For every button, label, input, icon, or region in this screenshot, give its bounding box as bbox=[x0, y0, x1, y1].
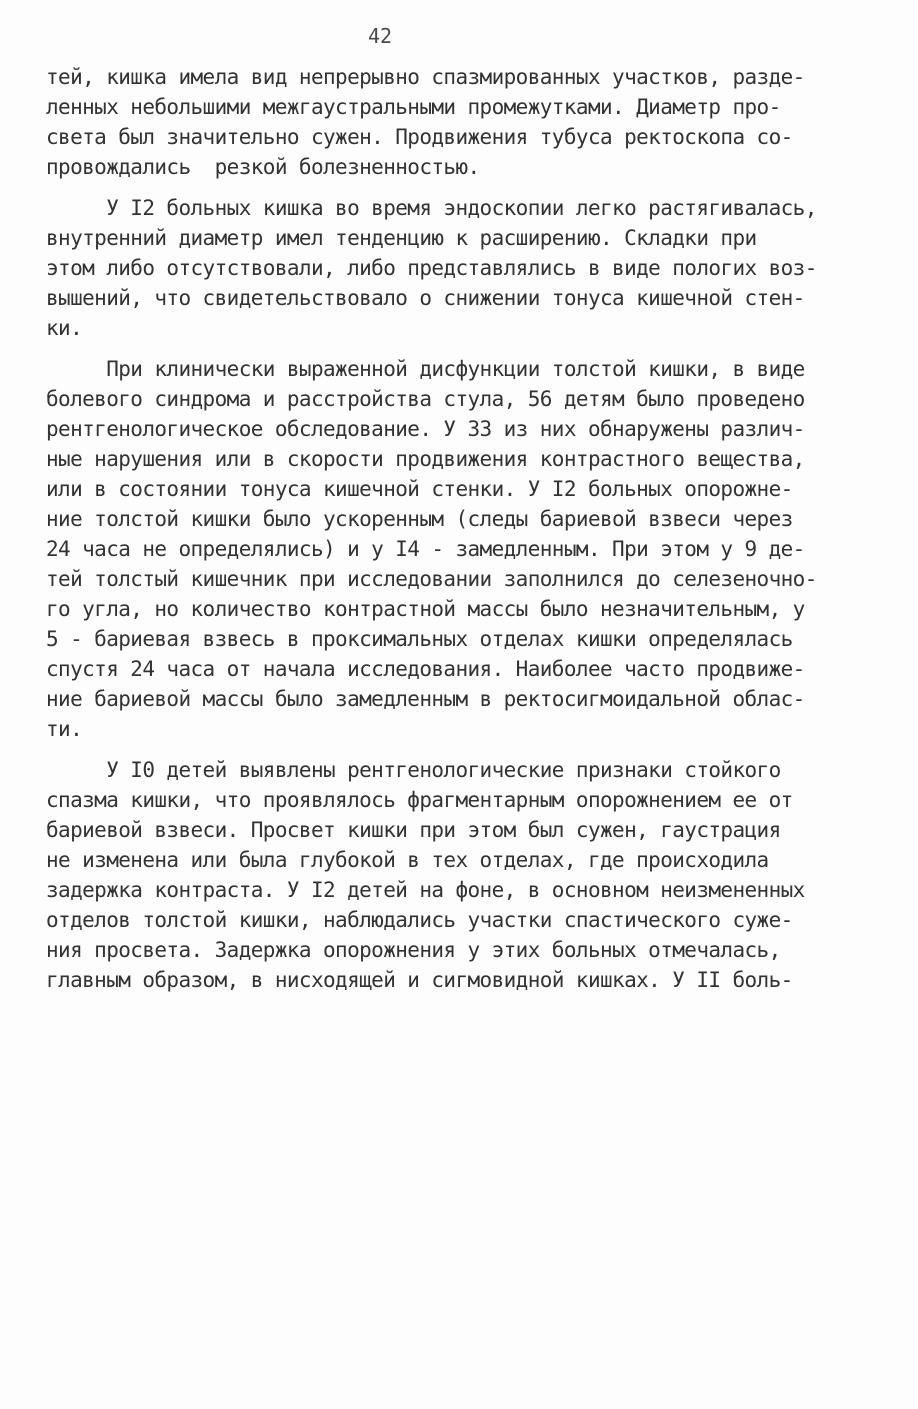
text-line: спустя 24 часа от начала исследования. Наиболее часто продвиже- bbox=[46, 657, 805, 681]
text-line: вышений, что свидетельствовало о снижении тонуса кишечной стен- bbox=[46, 286, 805, 310]
text-line: отделов толстой кишки, наблюдались участки спастического суже- bbox=[46, 908, 793, 932]
text-line: тей, кишка имела вид непрерывно спазмированных участков, разде- bbox=[46, 65, 805, 89]
text-line: ки. bbox=[46, 316, 83, 340]
text-line: бариевой взвеси. Просвет кишки при этом был сужен, гаустрация bbox=[46, 818, 781, 842]
text-line: не изменена или была глубокой в тех отделах, где происходила bbox=[46, 848, 769, 872]
text-line: У I2 больных кишка во время эндоскопии легко растягивалась, bbox=[46, 196, 817, 220]
text-line: внутренний диаметр имел тенденцию к расширению. Складки при bbox=[46, 226, 757, 250]
body-text bbox=[46, 62, 876, 995]
paragraph-1 bbox=[46, 62, 876, 182]
text-line: ные нарушения или в скорости продвижения контрастного вещества, bbox=[46, 447, 805, 471]
text-line: провождались резкой болезненностью. bbox=[46, 155, 480, 179]
text-line: ние бариевой массы было замедленным в ректосигмоидальной облас- bbox=[46, 687, 805, 711]
paragraph-2 bbox=[46, 193, 876, 343]
text-line: го угла, но количество контрастной массы было незначительным, у bbox=[46, 597, 805, 621]
text-line: ленных небольшими межгаустральными промежутками. Диаметр про- bbox=[46, 95, 781, 119]
text-line: 24 часа не определялись) и у I4 - замедленным. При этом у 9 де- bbox=[46, 537, 805, 561]
text-line: этом либо отсутствовали, либо представлялись в виде пологих воз- bbox=[46, 256, 817, 280]
text-line: задержка контраста. У I2 детей на фоне, в основном неизмененных bbox=[46, 878, 805, 902]
text-line: 5 - бариевая взвесь в проксимальных отделах кишки определялась bbox=[46, 627, 793, 651]
text-line: света был значительно сужен. Продвижения тубуса ректоскопа со- bbox=[46, 125, 793, 149]
text-line: болевого синдрома и расстройства стула, 56 детям было проведено bbox=[46, 387, 805, 411]
paragraph-4 bbox=[46, 755, 876, 995]
page-number: 42 bbox=[367, 24, 393, 48]
text-line: При клинически выраженной дисфункции толстой кишки, в виде bbox=[46, 357, 805, 381]
text-line: ти. bbox=[46, 717, 83, 741]
text-line: ние толстой кишки было ускоренным (следы бариевой взвеси через bbox=[46, 507, 793, 531]
text-line: рентгенологическое обследование. У 33 из них обнаружены различ- bbox=[46, 417, 805, 441]
text-line: или в состоянии тонуса кишечной стенки. У I2 больных опорожне- bbox=[46, 477, 793, 501]
text-line: У I0 детей выявлены рентгенологические признаки стойкого bbox=[46, 758, 781, 782]
text-line: главным образом, в нисходящей и сигмовидной кишках. У II боль- bbox=[46, 968, 793, 992]
text-line: тей толстый кишечник при исследовании заполнился до селезеночно- bbox=[46, 567, 817, 591]
text-line: ния просвета. Задержка опорожнения у этих больных отмечалась, bbox=[46, 938, 781, 962]
paragraph-3 bbox=[46, 354, 876, 744]
text-line: спазма кишки, что проявлялось фрагментарным опорожнением ее от bbox=[46, 788, 793, 812]
